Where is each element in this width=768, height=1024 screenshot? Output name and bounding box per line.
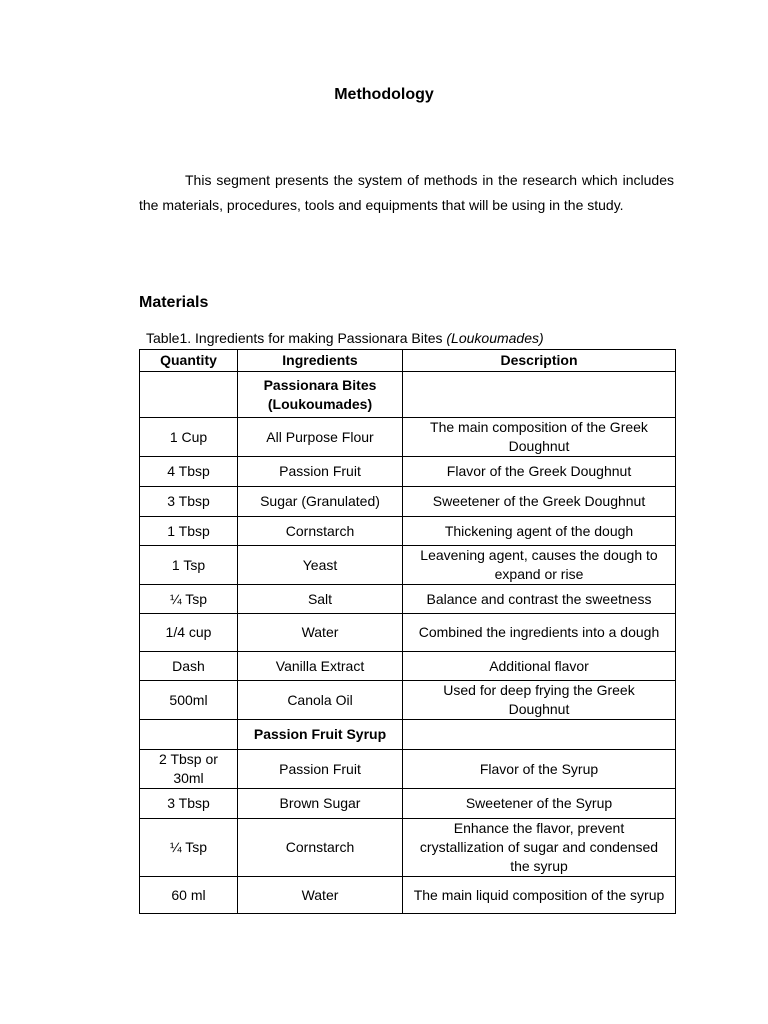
cell-description: The main composition of the Greek Doughnut [403, 418, 676, 457]
cell-ingredient: Canola Oil [238, 681, 403, 720]
table-row [140, 681, 676, 720]
table-row [140, 517, 676, 546]
table-body [140, 372, 676, 914]
cell-quantity [140, 372, 238, 418]
table-row [140, 487, 676, 517]
table-row [140, 819, 676, 877]
cell-ingredient: Yeast [238, 546, 403, 585]
cell-quantity: ¼ Tsp [140, 819, 238, 877]
cell-quantity: 3 Tbsp [140, 487, 238, 517]
header-quantity: Quantity [140, 350, 238, 372]
cell-quantity: 1/4 cup [140, 614, 238, 652]
header-ingredients: Ingredients [238, 350, 403, 372]
cell-quantity: 1 Tbsp [140, 517, 238, 546]
page-title: Methodology [334, 86, 434, 103]
table-section-row [140, 720, 676, 750]
header-description: Description [403, 350, 676, 372]
cell-quantity: 2 Tbsp or 30ml [140, 750, 238, 789]
table-row [140, 750, 676, 789]
cell-description: The main liquid composition of the syrup [403, 877, 676, 914]
table-section-row [140, 372, 676, 418]
cell-description [403, 720, 676, 750]
table-row [140, 457, 676, 487]
cell-ingredient: Water [238, 614, 403, 652]
table-caption-text: Table1. Ingredients for making Passionara Bites [146, 330, 447, 346]
cell-quantity [140, 720, 238, 750]
intro-paragraph: This segment presents the system of methods in the research which includes the materials, procedures, tools and equipments that will be using in the study. [139, 172, 674, 213]
cell-quantity: 60 ml [140, 877, 238, 914]
table-row [140, 418, 676, 457]
table-row [140, 877, 676, 914]
cell-description: Balance and contrast the sweetness [403, 585, 676, 614]
cell-ingredient: Salt [238, 585, 403, 614]
cell-description: Thickening agent of the dough [403, 517, 676, 546]
table-caption-italic: (Loukoumades) [446, 330, 544, 346]
cell-quantity: 1 Tsp [140, 546, 238, 585]
cell-description: Used for deep frying the Greek Doughnut [403, 681, 676, 720]
cell-ingredient: Cornstarch [238, 819, 403, 877]
cell-quantity: 3 Tbsp [140, 789, 238, 819]
cell-ingredient: Passionara Bites (Loukoumades) [238, 372, 403, 418]
cell-ingredient: Passion Fruit [238, 750, 403, 789]
cell-description: Sweetener of the Greek Doughnut [403, 487, 676, 517]
cell-description: Flavor of the Syrup [403, 750, 676, 789]
cell-quantity: 1 Cup [140, 418, 238, 457]
table-caption [146, 330, 544, 346]
cell-ingredient: Sugar (Granulated) [238, 487, 403, 517]
table-row [140, 789, 676, 819]
cell-ingredient: Vanilla Extract [238, 652, 403, 681]
cell-ingredient: Passion Fruit Syrup [238, 720, 403, 750]
cell-ingredient: All Purpose Flour [238, 418, 403, 457]
cell-description: Additional flavor [403, 652, 676, 681]
cell-ingredient: Passion Fruit [238, 457, 403, 487]
table-row [140, 585, 676, 614]
cell-description: Flavor of the Greek Doughnut [403, 457, 676, 487]
ingredients-table [139, 349, 676, 914]
cell-ingredient: Cornstarch [238, 517, 403, 546]
cell-quantity: ¼ Tsp [140, 585, 238, 614]
cell-description: Combined the ingredients into a dough [403, 614, 676, 652]
cell-description: Enhance the flavor, prevent crystallization of sugar and condensed the syrup [403, 819, 676, 877]
table-row [140, 652, 676, 681]
cell-ingredient: Brown Sugar [238, 789, 403, 819]
cell-quantity: 4 Tbsp [140, 457, 238, 487]
cell-description [403, 372, 676, 418]
cell-description: Leavening agent, causes the dough to expand or rise [403, 546, 676, 585]
cell-quantity: Dash [140, 652, 238, 681]
cell-quantity: 500ml [140, 681, 238, 720]
table-header-row [140, 350, 676, 372]
cell-ingredient: Water [238, 877, 403, 914]
table-row [140, 614, 676, 652]
section-heading-materials: Materials [139, 294, 209, 311]
table-row [140, 546, 676, 585]
cell-description: Sweetener of the Syrup [403, 789, 676, 819]
